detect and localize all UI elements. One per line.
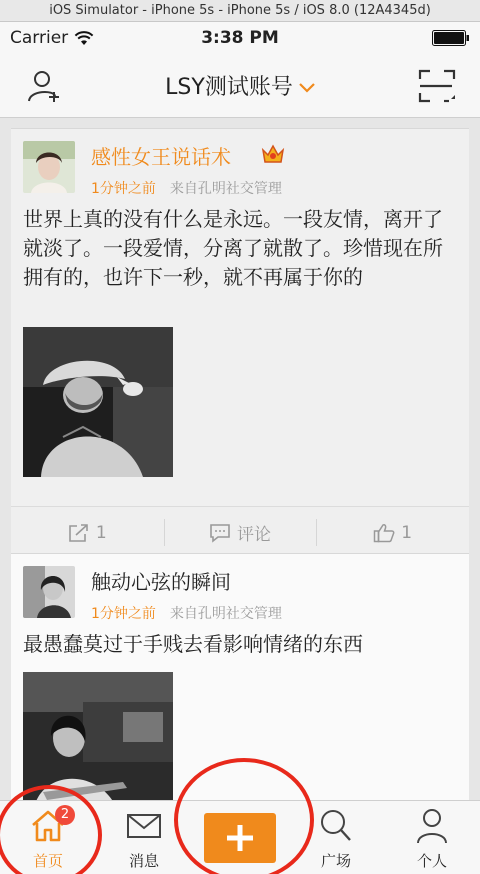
- post-card[interactable]: [11, 553, 469, 800]
- post-source: 来自孔明社交管理: [169, 181, 282, 197]
- comment-icon: [209, 523, 231, 543]
- post-username[interactable]: 触动心弦的瞬间: [91, 570, 231, 594]
- post-photo[interactable]: [23, 672, 173, 800]
- vip-crown-icon: [261, 143, 285, 165]
- avatar[interactable]: [23, 566, 75, 618]
- timeline-feed[interactable]: [0, 118, 480, 800]
- like-count: 1: [401, 522, 413, 543]
- post-username[interactable]: 感性女王说话术: [91, 145, 231, 169]
- post-time: 1分钟之前: [91, 606, 156, 622]
- tab-profile-label: 个人: [416, 852, 447, 870]
- carrier-label: Carrier: [10, 28, 69, 48]
- post-actions: [11, 506, 469, 558]
- like-button[interactable]: [316, 507, 469, 558]
- chevron-down-icon: [299, 83, 315, 93]
- tab-home[interactable]: [0, 801, 96, 874]
- post-card[interactable]: [11, 128, 469, 559]
- post-photo[interactable]: [23, 327, 173, 477]
- post-meta: [91, 178, 282, 198]
- tab-messages[interactable]: [96, 801, 192, 874]
- tab-profile[interactable]: [384, 801, 480, 874]
- mail-icon: [125, 807, 163, 845]
- comment-button[interactable]: [164, 507, 317, 558]
- compose-button[interactable]: [204, 813, 276, 863]
- account-switcher[interactable]: [0, 70, 480, 101]
- tab-home-label: 首页: [32, 852, 63, 870]
- tab-discover-label: 广场: [320, 852, 351, 870]
- person-icon: [413, 807, 451, 845]
- post-meta: [91, 603, 282, 623]
- comment-label: 评论: [237, 525, 271, 545]
- post-content: 世界上真的没有什么是永远。一段友情，离开了就淡了。一段爱情，分离了就散了。珍惜现在所拥有的，也许下一秒，就不再属于你的: [23, 207, 443, 289]
- tab-discover[interactable]: [288, 801, 384, 874]
- post-source: 来自孔明社交管理: [169, 606, 282, 622]
- repost-button[interactable]: [11, 507, 164, 558]
- post-time: 1分钟之前: [91, 181, 156, 197]
- plus-icon: [204, 813, 276, 863]
- repost-count: 1: [95, 522, 107, 543]
- navigation-bar: [0, 54, 480, 118]
- avatar[interactable]: [23, 141, 75, 193]
- repost-icon: [68, 523, 90, 543]
- battery-icon: [432, 30, 470, 46]
- post-content: 最愚蠢莫过于手贱去看影响情绪的东西: [23, 632, 363, 656]
- scan-qr-icon[interactable]: [418, 69, 456, 103]
- thumbs-up-icon: [373, 523, 395, 543]
- status-time: 3:38 PM: [201, 28, 279, 48]
- status-bar: [0, 22, 480, 54]
- simulator-title: iOS Simulator - iPhone 5s - iPhone 5s / iOS 8.0 (12A4345d): [0, 0, 480, 22]
- search-icon: [317, 807, 355, 845]
- unread-badge: 2: [55, 805, 75, 825]
- tab-bar: [0, 800, 480, 874]
- account-title: LSY测试账号: [165, 75, 293, 100]
- tab-messages-label: 消息: [128, 852, 159, 870]
